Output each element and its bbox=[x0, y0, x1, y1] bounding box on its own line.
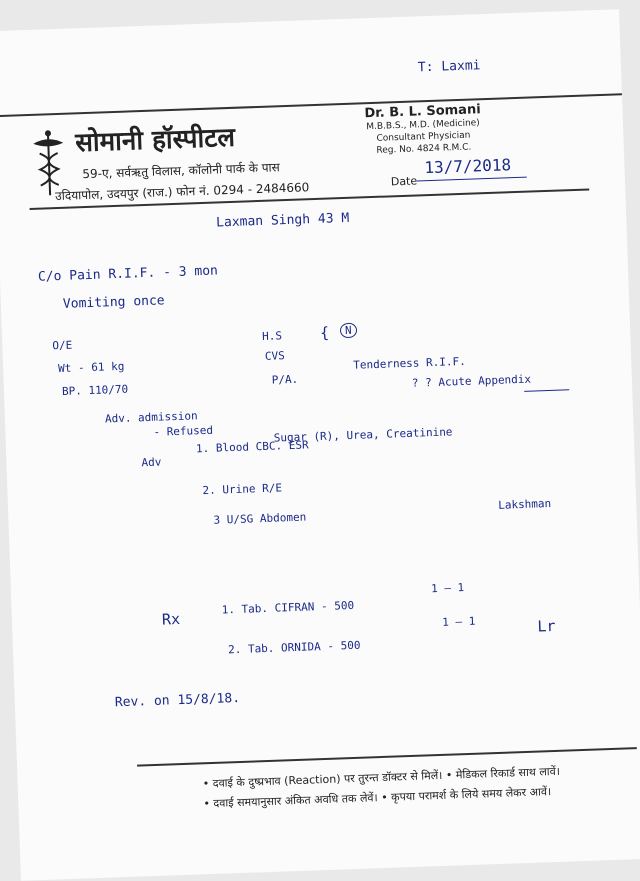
doctor-name: Dr. B. L. Somani bbox=[364, 102, 481, 122]
patient-name: Laxman Singh 43 M bbox=[215, 210, 350, 231]
exam-cvs: CVS bbox=[264, 349, 285, 363]
investigation-1: 1. Blood CBC. ESR bbox=[195, 438, 309, 456]
review-date: Rev. on 15/8/18. bbox=[114, 690, 241, 711]
hospital-address-line1: 59-ए, सर्वऋतु विलास, कॉलोनी पार्क के पास bbox=[82, 160, 281, 182]
doctor-degree: M.B.B.S., M.D. (Medicine) bbox=[366, 118, 480, 133]
doctor-info bbox=[364, 102, 482, 157]
medicine-1: 1. Tab. CIFRAN - 500 bbox=[221, 598, 355, 617]
signature-2: Lr bbox=[537, 616, 556, 636]
investigation-3: 3 U/SG Abdomen bbox=[213, 510, 307, 527]
footer-line1: • दवाई के दुष्प्रभाव (Reaction) पर तुरन्त डॉक्टर से मिलें। • मेडिकल रिकार्ड साथ लावें। bbox=[202, 764, 561, 791]
top-note: T: Laxmi bbox=[417, 58, 481, 76]
advice-refused: - Refused bbox=[153, 423, 214, 439]
appendix-underline bbox=[524, 389, 569, 392]
doctor-reg: Reg. No. 4824 R.M.C. bbox=[376, 142, 472, 156]
footer-line2: • दवाई समयानुसार अंकित अवधि तक लेवें। • कृपया परामर्श के लिये समय लेकर आवें। bbox=[203, 785, 552, 811]
hospital-name: सोमानी हॉस्पीटल bbox=[74, 122, 236, 159]
exam-tenderness: Tenderness R.I.F. bbox=[353, 354, 466, 372]
advice-admission: Adv. admission bbox=[104, 409, 198, 426]
investigation-1b: Sugar (R), Urea, Creatinine bbox=[273, 425, 453, 445]
doctor-title: Consultant Physician bbox=[376, 130, 471, 144]
medicine-2: 2. Tab. ORNIDA - 500 bbox=[227, 638, 361, 657]
date-label: Date bbox=[390, 174, 418, 189]
oe-label: O/E bbox=[52, 338, 73, 353]
signature-1: Lakshman bbox=[497, 496, 552, 512]
oe-bp: BP. 110/70 bbox=[61, 382, 129, 398]
exam-appendix: ? ? Acute Appendix bbox=[411, 372, 532, 390]
advice-label: Adv bbox=[141, 455, 162, 470]
oe-weight: Wt - 61 kg bbox=[57, 359, 125, 376]
footer-divider bbox=[137, 747, 637, 766]
hospital-address-line2: उदियापोल, उदयपुर (राज.) फोन नं. 0294 - 2484660 bbox=[54, 180, 310, 204]
rx-symbol: Rx bbox=[161, 609, 181, 629]
exam-normal: N bbox=[340, 323, 357, 339]
complaint-line1: C/o Pain R.I.F. - 3 mon bbox=[37, 263, 219, 285]
exam-hs: H.S bbox=[261, 329, 283, 343]
medicine-2-frequency: 1 — 1 bbox=[442, 614, 476, 629]
complaint-line2: Vomiting once bbox=[62, 293, 165, 312]
medicine-1-frequency: 1 — 1 bbox=[430, 581, 465, 596]
exam-brace: { bbox=[319, 323, 330, 342]
exam-pa: P/A. bbox=[271, 372, 299, 387]
date-underline bbox=[417, 177, 527, 182]
prescription-sheet bbox=[0, 9, 640, 880]
top-divider bbox=[0, 93, 622, 117]
date-value: 13/7/2018 bbox=[424, 155, 512, 178]
investigation-2: 2. Urine R/E bbox=[202, 481, 283, 498]
